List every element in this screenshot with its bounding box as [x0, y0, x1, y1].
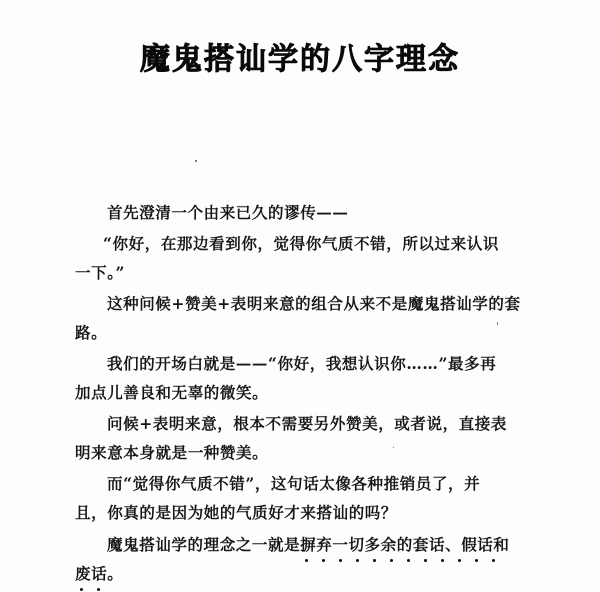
paragraph-6-line-2: 且，你真的是因为她的气质好才来搭讪的吗？ — [75, 503, 398, 522]
emphasized-text-content: 摒弃一切多余的套话、假话和 — [300, 535, 510, 554]
emphasis-dot — [322, 559, 325, 562]
paragraph-2-line-1: “你好，在那边看到你，觉得你气质不错，所以过来认识 — [103, 234, 499, 253]
paragraph-7-line-2 — [75, 564, 123, 584]
page-title: 魔鬼搭讪学的八字理念 — [140, 42, 460, 77]
scan-speck — [195, 160, 197, 162]
emphasis-dot — [80, 588, 83, 591]
emphasis-dot — [441, 559, 444, 562]
paragraph-3-line-1: 这种问候+赞美+表明来意的组合从来不是魔鬼搭讪学的套 — [107, 294, 521, 313]
emphasis-dot — [356, 559, 359, 562]
paragraph-1-line-1: 首先澄清一个由来已久的谬传—— — [107, 203, 349, 222]
emphasis-dot — [305, 559, 308, 562]
paragraph-4-line-2: 加点儿善良和无辜的微笑。 — [75, 383, 269, 402]
emphasized-text — [75, 564, 107, 583]
emphasis-dot — [492, 559, 495, 562]
scan-speck — [497, 322, 498, 325]
emphasis-dot — [97, 588, 100, 591]
paragraph-3-line-2: 路。 — [75, 323, 108, 342]
emphasized-text-content: 废话 — [75, 564, 108, 583]
emphasis-dot — [339, 559, 342, 562]
emphasis-dot — [424, 559, 427, 562]
scan-speck — [393, 447, 394, 448]
paragraph-2-line-2: 一下。” — [75, 263, 126, 282]
emphasis-dot — [407, 559, 410, 562]
paragraph-5-line-2: 明来意本身就是一种赞美。 — [75, 443, 269, 462]
paragraph-5-line-1: 问候+表明来意，根本不需要另外赞美，或者说，直接表 — [107, 414, 507, 433]
paragraph-7-line-1 — [107, 535, 510, 555]
emphasis-dot — [475, 559, 478, 562]
paragraph-4-line-1: 我们的开场白就是——“你好，我想认识你……”最多再 — [107, 354, 497, 373]
paragraph-7-text: 魔鬼搭讪学的理念之一就是 — [107, 535, 301, 554]
emphasis-dot — [373, 559, 376, 562]
emphasized-text — [300, 535, 509, 554]
emphasis-dot — [458, 559, 461, 562]
paragraph-7-suffix: 。 — [107, 564, 124, 583]
paragraph-6-line-1: 而“觉得你气质不错”，这句话太像各种推销员了，并 — [107, 474, 481, 493]
emphasis-dot — [390, 559, 393, 562]
